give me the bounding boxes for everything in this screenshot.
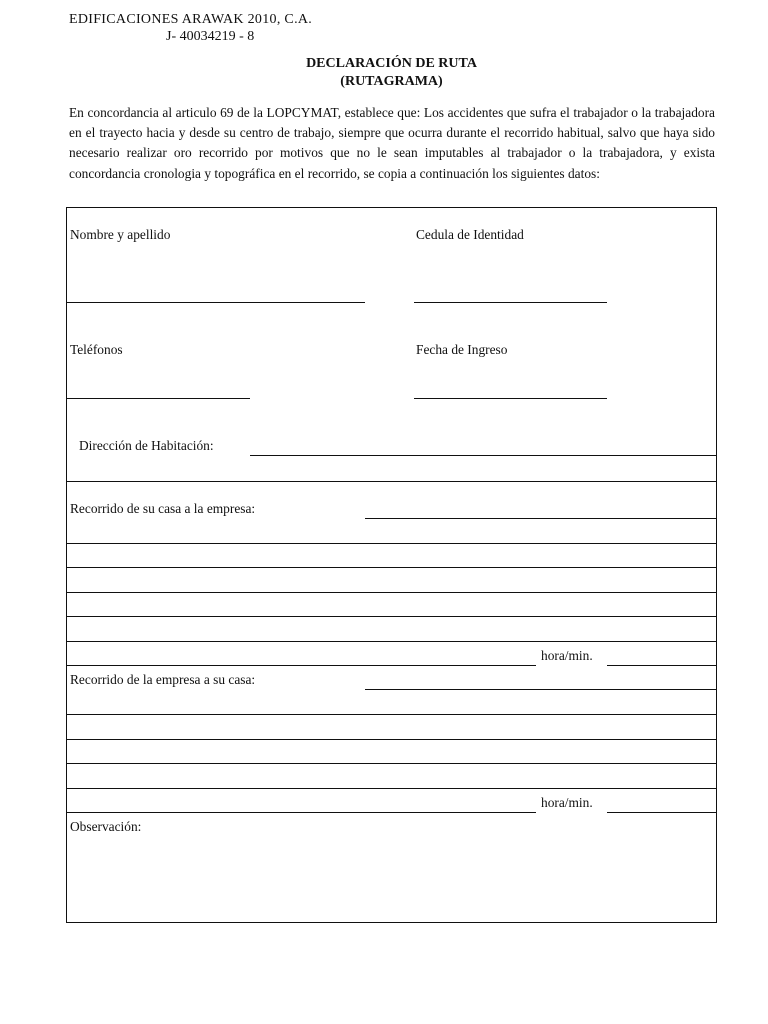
nombre-field-line[interactable] [67,302,365,303]
direccion-field-line[interactable] [250,455,717,456]
hora-min-field-line-1[interactable] [607,665,717,666]
title-line-1: DECLARACIÓN DE RUTA [306,56,477,71]
route-line[interactable] [67,665,536,666]
company-name: EDIFICACIONES ARAWAK 2010, C.A. [69,12,313,27]
hora-min-label-1: hora/min. [541,648,593,663]
form-box [66,207,717,923]
title-line-2: (RUTAGRAMA) [340,74,443,89]
fecha-ingreso-label: Fecha de Ingreso [416,342,508,357]
route-line[interactable] [67,641,717,642]
cedula-field-line[interactable] [414,302,607,303]
telefonos-field-line[interactable] [67,398,250,399]
section-divider [67,481,717,482]
document-title [0,55,768,91]
fecha-ingreso-field-line[interactable] [414,398,607,399]
hora-min-field-line-2[interactable] [607,812,717,813]
route-line[interactable] [67,616,717,617]
cedula-label: Cedula de Identidad [416,227,524,242]
route-line[interactable] [67,812,536,813]
nombre-label: Nombre y apellido [70,227,171,242]
direccion-label: Dirección de Habitación: [79,438,214,453]
route-line[interactable] [67,763,717,764]
observacion-area[interactable] [67,836,717,922]
intro-paragraph: En concordancia al articulo 69 de la LOPCYMAT, establece que: Los accidentes que sufra el trabajador o la trabajadora en el trayecto hacia y desde su centro de trabajo, siempre que ocurra durante el recorrido habitual, salvo que haya sido necesario realizar oro recorrido por motivos que no le sean imputables al trabajador o la trabajadora, y exista concordancia cronologia y topográfica en el recorrido, se copia a continuación los siguientes datos: [69,105,715,181]
route-line[interactable] [67,543,717,544]
hora-min-label-2: hora/min. [541,795,593,810]
recorrido-empresa-casa-label: Recorrido de la empresa a su casa: [70,672,256,687]
route-line[interactable] [67,714,717,715]
route-line[interactable] [67,567,717,568]
route-line[interactable] [67,788,717,789]
telefonos-label: Teléfonos [70,342,123,357]
route-line[interactable] [67,592,717,593]
observacion-label: Observación: [70,819,142,834]
recorrido-casa-empresa-field-line[interactable] [365,518,717,519]
recorrido-casa-empresa-label: Recorrido de su casa a la empresa: [70,501,256,516]
route-line[interactable] [67,739,717,740]
company-rif: J- 40034219 - 8 [166,29,255,44]
recorrido-empresa-casa-field-line[interactable] [365,689,717,690]
